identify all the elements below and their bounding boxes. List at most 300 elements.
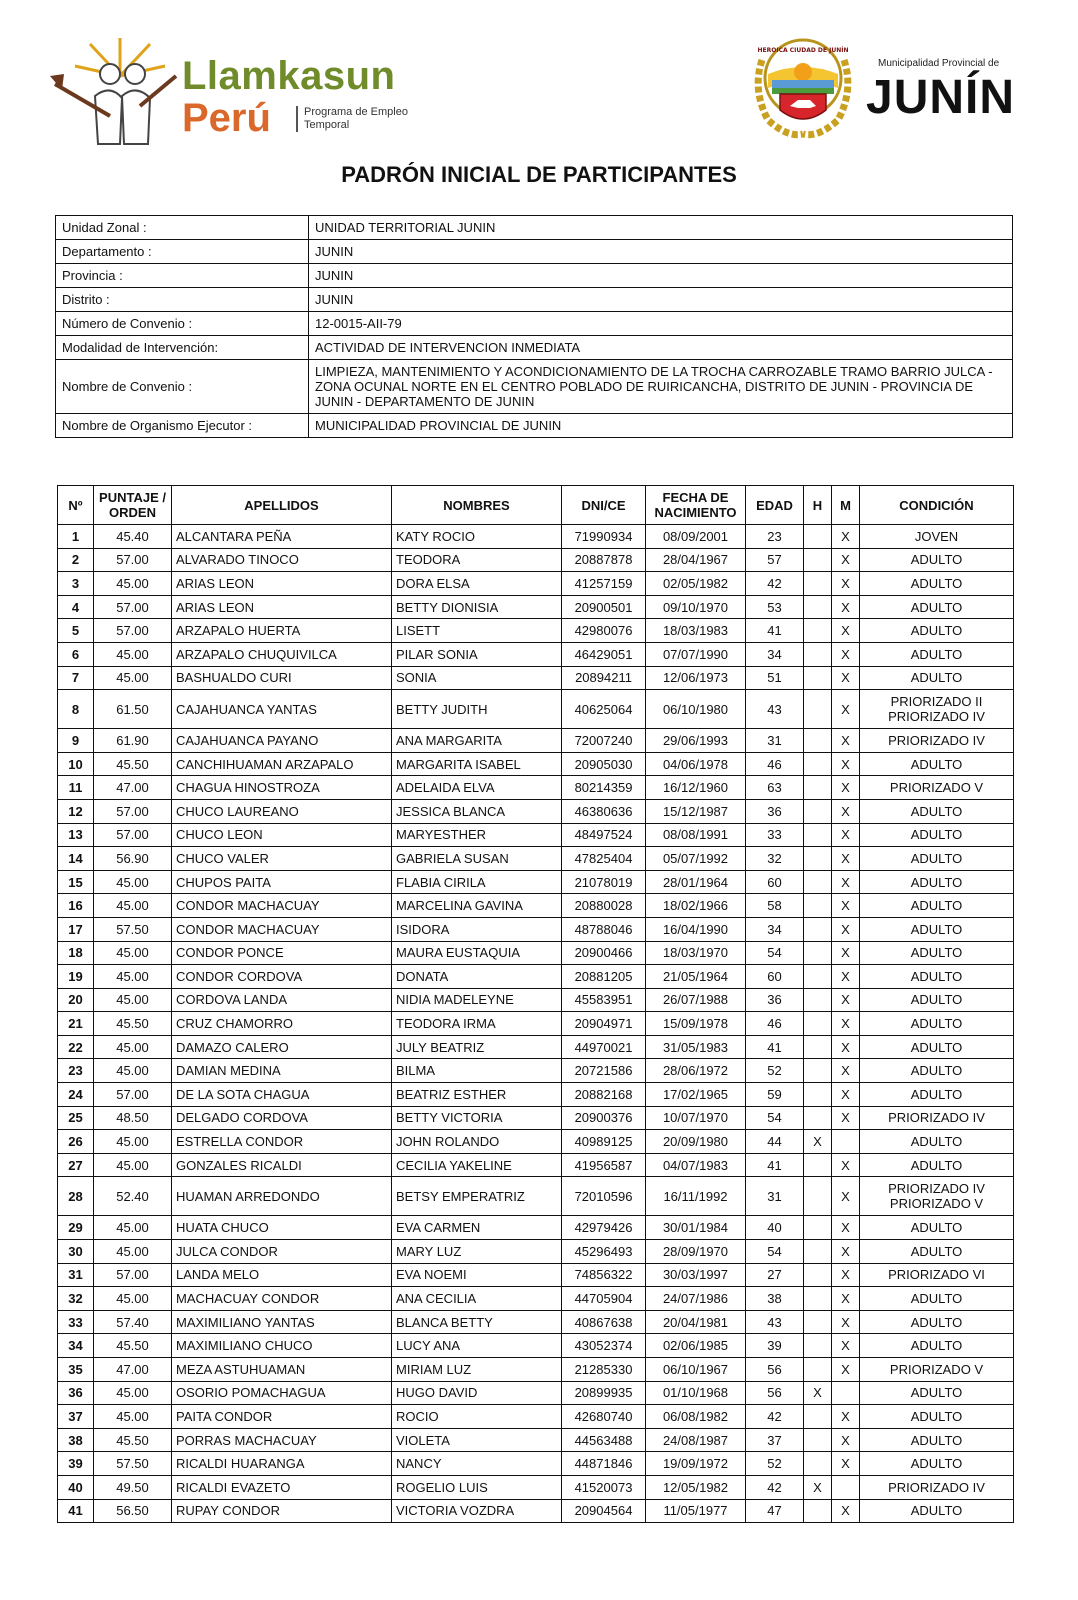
surnames-cell: GONZALES RICALDI xyxy=(172,1153,392,1177)
condition-cell: ADULTO xyxy=(860,1130,1014,1154)
info-label: Provincia : xyxy=(56,264,309,288)
row-number-cell: 27 xyxy=(58,1153,94,1177)
score-cell: 45.00 xyxy=(94,642,172,666)
dni-cell: 41520073 xyxy=(562,1475,646,1499)
names-cell: BILMA xyxy=(392,1059,562,1083)
male-mark-cell xyxy=(804,1240,832,1264)
table-row xyxy=(58,1452,1014,1476)
male-mark-cell xyxy=(804,1358,832,1382)
condition-cell: ADULTO xyxy=(860,752,1014,776)
surnames-cell: CHUPOS PAITA xyxy=(172,870,392,894)
male-mark-cell xyxy=(804,729,832,753)
brand-name-line2: Perú xyxy=(182,96,271,140)
male-mark-cell xyxy=(804,1177,832,1216)
dni-cell: 20905030 xyxy=(562,752,646,776)
male-mark-cell xyxy=(804,548,832,572)
male-mark-cell xyxy=(804,941,832,965)
female-mark-cell: X xyxy=(832,1153,860,1177)
names-cell: MAURA EUSTAQUIA xyxy=(392,941,562,965)
participants-table xyxy=(57,485,1014,1523)
condition-cell: ADULTO xyxy=(860,619,1014,643)
birth-date-cell: 02/06/1985 xyxy=(646,1334,746,1358)
table-row xyxy=(58,776,1014,800)
birth-date-cell: 19/09/1972 xyxy=(646,1452,746,1476)
col-header-dni: DNI/CE xyxy=(562,486,646,525)
birth-date-cell: 26/07/1988 xyxy=(646,988,746,1012)
surnames-cell: PORRAS MACHACUAY xyxy=(172,1428,392,1452)
dni-cell: 20904971 xyxy=(562,1012,646,1036)
age-cell: 34 xyxy=(746,642,804,666)
male-mark-cell xyxy=(804,690,832,729)
score-cell: 45.00 xyxy=(94,1405,172,1429)
age-cell: 32 xyxy=(746,847,804,871)
condition-cell: ADULTO xyxy=(860,595,1014,619)
birth-date-cell: 15/09/1978 xyxy=(646,1012,746,1036)
info-row xyxy=(56,216,1013,240)
dni-cell: 20894211 xyxy=(562,666,646,690)
score-cell: 48.50 xyxy=(94,1106,172,1130)
score-cell: 49.50 xyxy=(94,1475,172,1499)
birth-date-cell: 28/09/1970 xyxy=(646,1240,746,1264)
dni-cell: 40867638 xyxy=(562,1310,646,1334)
row-number-cell: 20 xyxy=(58,988,94,1012)
female-mark-cell: X xyxy=(832,917,860,941)
names-cell: FLABIA CIRILA xyxy=(392,870,562,894)
female-mark-cell: X xyxy=(832,1310,860,1334)
table-row xyxy=(58,572,1014,596)
table-row xyxy=(58,917,1014,941)
row-number-cell: 5 xyxy=(58,619,94,643)
female-mark-cell: X xyxy=(832,1358,860,1382)
brand-name-line1: Llamkasun xyxy=(182,54,396,98)
birth-date-cell: 16/11/1992 xyxy=(646,1177,746,1216)
row-number-cell: 21 xyxy=(58,1012,94,1036)
row-number-cell: 30 xyxy=(58,1240,94,1264)
info-value: JUNIN xyxy=(309,264,1013,288)
table-row xyxy=(58,1177,1014,1216)
score-cell: 45.40 xyxy=(94,525,172,549)
surnames-cell: DAMIAN MEDINA xyxy=(172,1059,392,1083)
condition-cell: ADULTO xyxy=(860,894,1014,918)
names-cell: BETSY EMPERATRIZ xyxy=(392,1177,562,1216)
female-mark-cell: X xyxy=(832,1428,860,1452)
names-cell: BLANCA BETTY xyxy=(392,1310,562,1334)
table-row xyxy=(58,1083,1014,1107)
table-row xyxy=(58,941,1014,965)
score-cell: 57.00 xyxy=(94,1083,172,1107)
age-cell: 38 xyxy=(746,1287,804,1311)
condition-cell: ADULTO xyxy=(860,941,1014,965)
row-number-cell: 4 xyxy=(58,595,94,619)
score-cell: 45.00 xyxy=(94,1130,172,1154)
female-mark-cell: X xyxy=(832,870,860,894)
condition-cell: PRIORIZADO IV xyxy=(860,1475,1014,1499)
score-cell: 45.50 xyxy=(94,1334,172,1358)
table-row xyxy=(58,1381,1014,1405)
condition-cell: PRIORIZADO VI xyxy=(860,1263,1014,1287)
names-cell: VIOLETA xyxy=(392,1428,562,1452)
names-cell: TEODORA IRMA xyxy=(392,1012,562,1036)
score-cell: 57.40 xyxy=(94,1310,172,1334)
dni-cell: 20900501 xyxy=(562,595,646,619)
female-mark-cell xyxy=(832,1130,860,1154)
female-mark-cell xyxy=(832,1475,860,1499)
municipality-name: JUNÍN xyxy=(866,71,1016,124)
municipality-logo xyxy=(748,30,1038,140)
names-cell: EVA CARMEN xyxy=(392,1216,562,1240)
row-number-cell: 7 xyxy=(58,666,94,690)
dni-cell: 48497524 xyxy=(562,823,646,847)
birth-date-cell: 28/06/1972 xyxy=(646,1059,746,1083)
age-cell: 41 xyxy=(746,1153,804,1177)
score-cell: 57.00 xyxy=(94,548,172,572)
table-row xyxy=(58,1012,1014,1036)
age-cell: 56 xyxy=(746,1358,804,1382)
row-number-cell: 34 xyxy=(58,1334,94,1358)
male-mark-cell xyxy=(804,1310,832,1334)
female-mark-cell: X xyxy=(832,690,860,729)
names-cell: HUGO DAVID xyxy=(392,1381,562,1405)
table-row xyxy=(58,894,1014,918)
dni-cell: 20881205 xyxy=(562,965,646,989)
age-cell: 58 xyxy=(746,894,804,918)
female-mark-cell: X xyxy=(832,525,860,549)
age-cell: 40 xyxy=(746,1216,804,1240)
score-cell: 45.50 xyxy=(94,752,172,776)
condition-cell: ADULTO xyxy=(860,870,1014,894)
birth-date-cell: 28/04/1967 xyxy=(646,548,746,572)
condition-cell: PRIORIZADO IV xyxy=(860,729,1014,753)
male-mark-cell xyxy=(804,870,832,894)
page-title: PADRÓN INICIAL DE PARTICIPANTES xyxy=(341,162,737,187)
male-mark-cell xyxy=(804,1452,832,1476)
male-mark-cell xyxy=(804,1012,832,1036)
female-mark-cell: X xyxy=(832,1499,860,1523)
age-cell: 63 xyxy=(746,776,804,800)
female-mark-cell: X xyxy=(832,1012,860,1036)
birth-date-cell: 07/07/1990 xyxy=(646,642,746,666)
age-cell: 51 xyxy=(746,666,804,690)
score-cell: 61.90 xyxy=(94,729,172,753)
condition-cell: ADULTO xyxy=(860,1012,1014,1036)
info-value: MUNICIPALIDAD PROVINCIAL DE JUNIN xyxy=(309,414,1013,438)
surnames-cell: RICALDI EVAZETO xyxy=(172,1475,392,1499)
surnames-cell: HUATA CHUCO xyxy=(172,1216,392,1240)
female-mark-cell: X xyxy=(832,1059,860,1083)
female-mark-cell: X xyxy=(832,642,860,666)
surnames-cell: CORDOVA LANDA xyxy=(172,988,392,1012)
info-value: LIMPIEZA, MANTENIMIENTO Y ACONDICIONAMIENTO DE LA TROCHA CARROZABLE TRAMO BARRIO JULCA - ZONA OCUNAL NORTE EN EL CENTRO POBLADO DE RUIRICANCHA, DISTRITO DE JUNIN - PROVINCIA DE JUNIN - DEPARTAMENTO DE JUNIN xyxy=(309,360,1013,414)
info-row xyxy=(56,336,1013,360)
dni-cell: 45296493 xyxy=(562,1240,646,1264)
male-mark-cell xyxy=(804,988,832,1012)
surnames-cell: ARZAPALO HUERTA xyxy=(172,619,392,643)
male-mark-cell xyxy=(804,619,832,643)
dni-cell: 71990934 xyxy=(562,525,646,549)
male-mark-cell xyxy=(804,1287,832,1311)
female-mark-cell: X xyxy=(832,1240,860,1264)
birth-date-cell: 18/03/1970 xyxy=(646,941,746,965)
condition-cell: PRIORIZADO IV PRIORIZADO V xyxy=(860,1177,1014,1216)
birth-date-cell: 09/10/1970 xyxy=(646,595,746,619)
male-mark-cell xyxy=(804,1499,832,1523)
info-label: Número de Convenio : xyxy=(56,312,309,336)
birth-date-cell: 04/06/1978 xyxy=(646,752,746,776)
row-number-cell: 10 xyxy=(58,752,94,776)
male-mark-cell xyxy=(804,1106,832,1130)
table-row xyxy=(58,642,1014,666)
dni-cell: 44970021 xyxy=(562,1035,646,1059)
row-number-cell: 22 xyxy=(58,1035,94,1059)
table-row xyxy=(58,799,1014,823)
age-cell: 54 xyxy=(746,1106,804,1130)
female-mark-cell: X xyxy=(832,799,860,823)
age-cell: 42 xyxy=(746,572,804,596)
surnames-cell: BASHUALDO CURI xyxy=(172,666,392,690)
age-cell: 60 xyxy=(746,965,804,989)
names-cell: NANCY xyxy=(392,1452,562,1476)
condition-cell: ADULTO xyxy=(860,1287,1014,1311)
age-cell: 34 xyxy=(746,917,804,941)
condition-cell: ADULTO xyxy=(860,847,1014,871)
female-mark-cell: X xyxy=(832,572,860,596)
names-cell: MARCELINA GAVINA xyxy=(392,894,562,918)
birth-date-cell: 31/05/1983 xyxy=(646,1035,746,1059)
female-mark-cell: X xyxy=(832,1287,860,1311)
names-cell: NIDIA MADELEYNE xyxy=(392,988,562,1012)
condition-cell: ADULTO xyxy=(860,1405,1014,1429)
surnames-cell: CONDOR CORDOVA xyxy=(172,965,392,989)
table-row xyxy=(58,548,1014,572)
row-number-cell: 19 xyxy=(58,965,94,989)
birth-date-cell: 17/02/1965 xyxy=(646,1083,746,1107)
names-cell: DONATA xyxy=(392,965,562,989)
surnames-cell: MACHACUAY CONDOR xyxy=(172,1287,392,1311)
dni-cell: 46429051 xyxy=(562,642,646,666)
birth-date-cell: 01/10/1968 xyxy=(646,1381,746,1405)
condition-cell: ADULTO xyxy=(860,1452,1014,1476)
birth-date-cell: 06/08/1982 xyxy=(646,1405,746,1429)
condition-cell: ADULTO xyxy=(860,642,1014,666)
table-row xyxy=(58,525,1014,549)
female-mark-cell: X xyxy=(832,941,860,965)
dni-cell: 40989125 xyxy=(562,1130,646,1154)
brand-subtitle: Programa de Empleo Temporal xyxy=(296,106,424,132)
age-cell: 52 xyxy=(746,1059,804,1083)
score-cell: 45.00 xyxy=(94,1287,172,1311)
row-number-cell: 12 xyxy=(58,799,94,823)
condition-cell: ADULTO xyxy=(860,572,1014,596)
dni-cell: 74856322 xyxy=(562,1263,646,1287)
table-row xyxy=(58,1499,1014,1523)
male-mark-cell xyxy=(804,799,832,823)
score-cell: 45.00 xyxy=(94,965,172,989)
female-mark-cell: X xyxy=(832,965,860,989)
surnames-cell: CONDOR MACHACUAY xyxy=(172,917,392,941)
age-cell: 47 xyxy=(746,1499,804,1523)
condition-cell: ADULTO xyxy=(860,1334,1014,1358)
score-cell: 47.00 xyxy=(94,1358,172,1382)
male-mark-cell xyxy=(804,1216,832,1240)
male-mark-cell xyxy=(804,525,832,549)
dni-cell: 48788046 xyxy=(562,917,646,941)
age-cell: 36 xyxy=(746,988,804,1012)
male-mark-cell xyxy=(804,1059,832,1083)
score-cell: 47.00 xyxy=(94,776,172,800)
score-cell: 56.90 xyxy=(94,847,172,871)
table-row xyxy=(58,1216,1014,1240)
info-label: Modalidad de Intervención: xyxy=(56,336,309,360)
score-cell: 45.00 xyxy=(94,894,172,918)
birth-date-cell: 30/03/1997 xyxy=(646,1263,746,1287)
birth-date-cell: 15/12/1987 xyxy=(646,799,746,823)
table-row xyxy=(58,965,1014,989)
birth-date-cell: 06/10/1967 xyxy=(646,1358,746,1382)
names-cell: BETTY JUDITH xyxy=(392,690,562,729)
female-mark-cell: X xyxy=(832,1216,860,1240)
names-cell: EVA NOEMI xyxy=(392,1263,562,1287)
condition-cell: JOVEN xyxy=(860,525,1014,549)
birth-date-cell: 29/06/1993 xyxy=(646,729,746,753)
male-mark-cell xyxy=(804,572,832,596)
table-row xyxy=(58,1334,1014,1358)
dni-cell: 72007240 xyxy=(562,729,646,753)
col-header-age: EDAD xyxy=(746,486,804,525)
score-cell: 61.50 xyxy=(94,690,172,729)
surnames-cell: CHAGUA HINOSTROZA xyxy=(172,776,392,800)
female-mark-cell: X xyxy=(832,1177,860,1216)
table-row xyxy=(58,666,1014,690)
condition-cell: PRIORIZADO V xyxy=(860,776,1014,800)
condition-cell: ADULTO xyxy=(860,823,1014,847)
age-cell: 37 xyxy=(746,1428,804,1452)
female-mark-cell: X xyxy=(832,1334,860,1358)
info-value: 12-0015-AII-79 xyxy=(309,312,1013,336)
names-cell: ANA CECILIA xyxy=(392,1287,562,1311)
row-number-cell: 28 xyxy=(58,1177,94,1216)
male-mark-cell xyxy=(804,847,832,871)
dni-cell: 21078019 xyxy=(562,870,646,894)
dni-cell: 44563488 xyxy=(562,1428,646,1452)
row-number-cell: 25 xyxy=(58,1106,94,1130)
surnames-cell: PAITA CONDOR xyxy=(172,1405,392,1429)
score-cell: 57.00 xyxy=(94,1263,172,1287)
female-mark-cell: X xyxy=(832,988,860,1012)
col-header-male: H xyxy=(804,486,832,525)
row-number-cell: 14 xyxy=(58,847,94,871)
info-label: Nombre de Organismo Ejecutor : xyxy=(56,414,309,438)
score-cell: 57.50 xyxy=(94,917,172,941)
names-cell: CECILIA YAKELINE xyxy=(392,1153,562,1177)
dni-cell: 20900466 xyxy=(562,941,646,965)
male-mark-cell xyxy=(804,666,832,690)
names-cell: BEATRIZ ESTHER xyxy=(392,1083,562,1107)
age-cell: 41 xyxy=(746,619,804,643)
col-header-condition: CONDICIÓN xyxy=(860,486,1014,525)
surnames-cell: RUPAY CONDOR xyxy=(172,1499,392,1523)
surnames-cell: CHUCO LEON xyxy=(172,823,392,847)
score-cell: 45.00 xyxy=(94,1035,172,1059)
score-cell: 45.50 xyxy=(94,1428,172,1452)
female-mark-cell: X xyxy=(832,894,860,918)
table-row xyxy=(58,1358,1014,1382)
male-mark-cell xyxy=(804,642,832,666)
male-mark-cell: X xyxy=(804,1475,832,1499)
dni-cell: 20904564 xyxy=(562,1499,646,1523)
age-cell: 23 xyxy=(746,525,804,549)
municipal-seal-icon xyxy=(748,30,858,140)
surnames-cell: ESTRELLA CONDOR xyxy=(172,1130,392,1154)
names-cell: BETTY VICTORIA xyxy=(392,1106,562,1130)
info-value: UNIDAD TERRITORIAL JUNIN xyxy=(309,216,1013,240)
info-row xyxy=(56,360,1013,414)
table-row xyxy=(58,1153,1014,1177)
dni-cell: 20887878 xyxy=(562,548,646,572)
table-row xyxy=(58,1106,1014,1130)
names-cell: DORA ELSA xyxy=(392,572,562,596)
table-header-row xyxy=(58,486,1014,525)
age-cell: 60 xyxy=(746,870,804,894)
birth-date-cell: 04/07/1983 xyxy=(646,1153,746,1177)
birth-date-cell: 10/07/1970 xyxy=(646,1106,746,1130)
info-label: Distrito : xyxy=(56,288,309,312)
info-value: JUNIN xyxy=(309,240,1013,264)
age-cell: 42 xyxy=(746,1405,804,1429)
age-cell: 54 xyxy=(746,941,804,965)
row-number-cell: 15 xyxy=(58,870,94,894)
female-mark-cell: X xyxy=(832,823,860,847)
row-number-cell: 1 xyxy=(58,525,94,549)
names-cell: MIRIAM LUZ xyxy=(392,1358,562,1382)
condition-cell: ADULTO xyxy=(860,965,1014,989)
row-number-cell: 11 xyxy=(58,776,94,800)
dni-cell: 42680740 xyxy=(562,1405,646,1429)
info-row xyxy=(56,264,1013,288)
table-row xyxy=(58,1240,1014,1264)
score-cell: 45.00 xyxy=(94,870,172,894)
age-cell: 41 xyxy=(746,1035,804,1059)
condition-cell: ADULTO xyxy=(860,988,1014,1012)
row-number-cell: 17 xyxy=(58,917,94,941)
condition-cell: ADULTO xyxy=(860,1428,1014,1452)
row-number-cell: 40 xyxy=(58,1475,94,1499)
birth-date-cell: 20/09/1980 xyxy=(646,1130,746,1154)
male-mark-cell: X xyxy=(804,1130,832,1154)
score-cell: 45.00 xyxy=(94,572,172,596)
row-number-cell: 24 xyxy=(58,1083,94,1107)
female-mark-cell: X xyxy=(832,1106,860,1130)
birth-date-cell: 02/05/1982 xyxy=(646,572,746,596)
birth-date-cell: 21/05/1964 xyxy=(646,965,746,989)
names-cell: PILAR SONIA xyxy=(392,642,562,666)
seal-text: HEROICA CIUDAD DE JUNÍN xyxy=(757,47,849,54)
names-cell: KATY ROCIO xyxy=(392,525,562,549)
male-mark-cell xyxy=(804,1035,832,1059)
info-row xyxy=(56,414,1013,438)
surnames-cell: CONDOR PONCE xyxy=(172,941,392,965)
info-row xyxy=(56,312,1013,336)
llamkasun-logo xyxy=(50,36,410,156)
col-header-score: PUNTAJE / ORDEN xyxy=(94,486,172,525)
surnames-cell: CHUCO LAUREANO xyxy=(172,799,392,823)
age-cell: 33 xyxy=(746,823,804,847)
surnames-cell: DELGADO CORDOVA xyxy=(172,1106,392,1130)
surnames-cell: CAJAHUANCA YANTAS xyxy=(172,690,392,729)
row-number-cell: 35 xyxy=(58,1358,94,1382)
female-mark-cell: X xyxy=(832,548,860,572)
dni-cell: 20900376 xyxy=(562,1106,646,1130)
surnames-cell: DAMAZO CALERO xyxy=(172,1035,392,1059)
